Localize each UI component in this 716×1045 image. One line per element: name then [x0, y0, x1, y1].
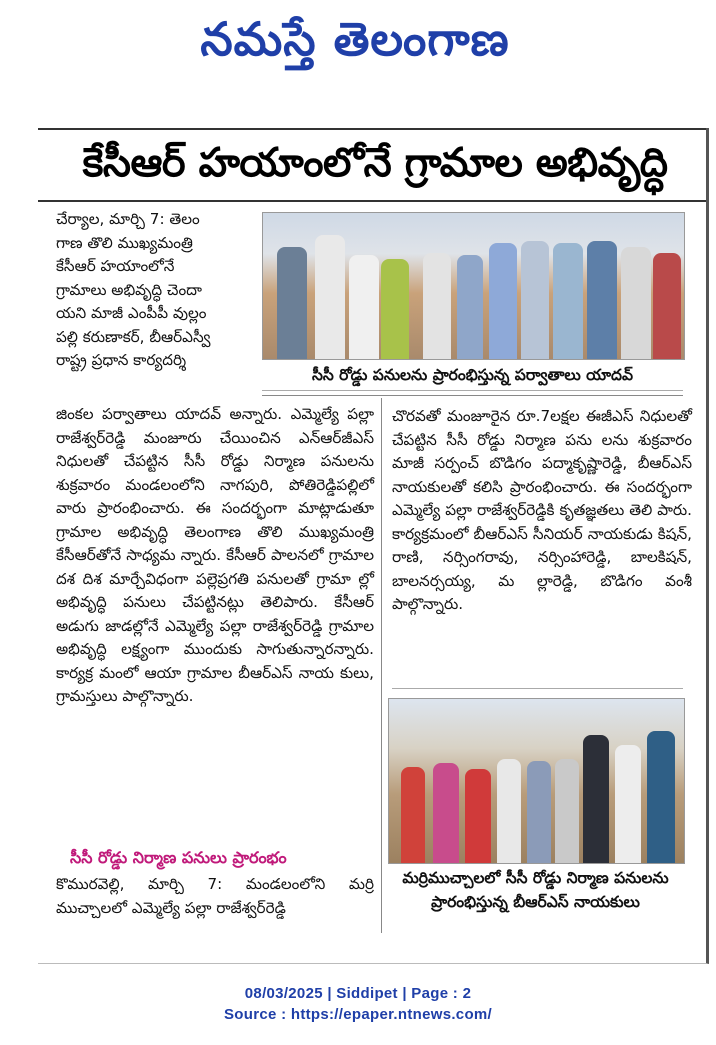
lead-line: పల్లి కరుణాకర్, బీఆర్ఎస్వీ	[56, 327, 211, 346]
lead-line: యని మాజీ ఎంపీపీ వుల్లం	[56, 304, 207, 322]
lead-line: గాణ తొలి ముఖ్యమంత్రి	[56, 233, 193, 252]
lead-line: కేసీఆర్ హయాంలోనే	[56, 257, 175, 275]
newspaper-masthead: నమస్తే తెలంగాణ	[200, 12, 510, 66]
article-frame	[38, 128, 709, 964]
caption-line: ప్రారంభిస్తున్న బీఆర్ఎస్ నాయకులు	[431, 893, 640, 911]
lead-line: చేర్యాల, మార్చి 7: తెలం	[56, 210, 200, 228]
article-paragraph: కొమురవెల్లి, మార్చి 7: మండలంలోని మర్రి ముచ్చాలలో ఎమ్మెల్యే పల్లా రాజేశ్వర్‌రెడ్డి	[56, 875, 374, 917]
photo-caption: సీసీ రోడ్డు పనులను ప్రారంభిస్తున్న పర్వాతాలు యాదవ్	[262, 360, 683, 391]
caption-line: మర్రిముచ్చాలలో సీసీ రోడ్డు నిర్మాణ పనులను	[402, 869, 669, 887]
lead-line: గ్రామాలు అభివృద్ధి చెందా	[56, 280, 202, 299]
article-subheading: సీసీ రోడ్డు నిర్మాణ పనులు ప్రారంభం	[70, 848, 287, 867]
article-paragraph: జింకల పర్వాతాలు యాదవ్ అన్నారు. ఎమ్మెల్యే పల్లా రాజేశ్వర్‌రెడ్డి మంజూరు చేయించిన ఎన్ఆర్‌జీఎస్ నిధులతో చేపట్టిన సీసీ రోడ్డు నిర్మాణ పనులను శుక్రవారం మండలంలోని నాగపురి, పోతిరెడ్డిపల్లిలో వారు ప్రారంభించారు. ఈ సందర్భంగా మాట్లాడుతూ గ్రామాల అభివృద్ధి తెలంగాణ తొలి ముఖ్యమంత్రి కేసీఆర్‌తోనే సాధ్యమ న్నారు. కేసీఆర్ పాలనలో గ్రామాల దశ దిశ మార్చేవిధంగా పల్లెప్రగతి పనులతో గ్రామా ల్లో అభివృద్ధి పనులు చేపట్టినట్లు తెలిపారు. కేసీఆర్ అడుగు జాడల్లోనే ఎమ్మెల్యే పల్లా రాజేశ్వర్‌రెడ్డి గ్రామాల అభివృద్ధి లక్ష్యంగా ముందుకు సాగుతున్నారన్నారు. కార్యక్ర మంలో ఆయా గ్రామాల బీఆర్ఎస్ నాయ కులు, గ్రామస్తులు పాల్గొన్నారు.	[56, 405, 374, 705]
footer-date-edition: 08/03/2025 | Siddipet | Page : 2	[244, 985, 472, 1002]
lead-line: రాష్ట్ర ప్రధాన కార్యదర్శి	[56, 351, 187, 369]
footer-source-link[interactable]: Source : https://epaper.ntnews.com/	[223, 1006, 493, 1023]
article-headline: కేసీఆర్ హయాంలోనే గ్రామాల అభివృద్ధి	[82, 140, 668, 186]
article-paragraph: చొరవతో మంజూరైన రూ.7లక్షల ఈజీఎస్ నిధులతో చేపట్టిన సీసీ రోడ్డు నిర్మాణ పను లను శుక్రవారం మాజీ సర్పంచ్ బొడిగం పద్మాకృష్ణారెడ్డి, బీఆర్ఎస్ నాయకులతో కలిసి ప్రారంభించారు. ఈ సందర్భంగా ఎమ్మెల్యే పల్లా రాజేశ్వర్‌రెడ్డికి కృతజ్ఞతలు తెలి పారు. కార్యక్రమంలో బీఆర్ఎస్ సీనియర్ నాయకుడు కిషన్, రాణి, నర్సింగరావు, నర్సింహారెడ్డి, బాలకిషన్, బాలనర్సయ్య, మ ల్లారెడ్డి, బొడిగం వంశీ పాల్గొన్నారు.	[392, 407, 692, 613]
